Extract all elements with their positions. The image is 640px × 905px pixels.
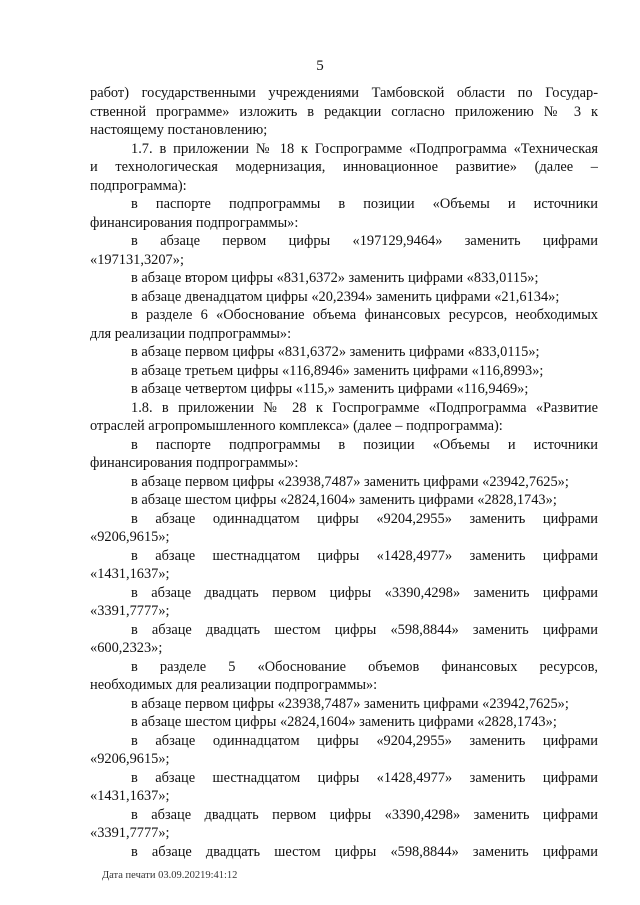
text-line: и технологическая модернизация, инновационное развитие» (далее – (90, 159, 598, 175)
text-line: в абзаце одиннадцатом цифры «9204,2955» заменить цифрами (131, 510, 598, 527)
text-line: в разделе 6 «Обоснование объема финансовых ресурсов, необходимых (131, 307, 598, 323)
text-line: «9206,9615»; (90, 751, 170, 767)
print-date-footer: Дата печати 03.09.20219:41:12 (102, 870, 238, 881)
text-line: в абзаце шестом цифры «2824,1604» заменить цифрами «2828,1743»; (131, 714, 557, 730)
text-line: ственной программе» изложить в редакции согласно приложению № 3 к (90, 103, 598, 120)
text-line: необходимых для реализации подпрограммы»: (90, 677, 378, 693)
page-number: 5 (316, 58, 324, 74)
text-line: для реализации подпрограммы»: (90, 325, 292, 342)
text-line: в абзаце первом цифры «831,6372» заменить цифрами «833,0115»; (131, 344, 540, 360)
text-line: в абзаце четвертом цифры «115,» заменить цифрами «116,9469»; (131, 381, 529, 397)
text-line: в абзаце первом цифры «23938,7487» заменить цифрами «23942,7625»; (131, 695, 569, 712)
text-line: «1431,1637»; (90, 788, 170, 804)
text-line: «3391,7777»; (90, 603, 170, 619)
text-line: в абзаце третьем цифры «116,8946» заменить цифрами «116,8993»; (131, 362, 544, 379)
body-text (90, 84, 598, 861)
text-line: в абзаце шестнадцатом цифры «1428,4977» заменить цифрами (131, 547, 598, 564)
text-line: подпрограмма): (90, 177, 187, 194)
text-line: в абзаце двадцать первом цифры «3390,4298» заменить цифрами (131, 584, 598, 601)
text-line: в разделе 5 «Обоснование объемов финансовых ресурсов, (131, 658, 598, 675)
text-line: «1431,1637»; (90, 566, 170, 582)
text-line: финансирования подпрограммы»: (90, 455, 299, 471)
text-line: в абзаце шестнадцатом цифры «1428,4977» заменить цифрами (131, 769, 598, 786)
text-line: в абзаце двадцать шестом цифры «598,8844» заменить цифрами (131, 843, 598, 860)
text-line: в абзаце первом цифры «197129,9464» заменить цифрами (131, 233, 598, 249)
text-line: финансирования подпрограммы»: (90, 214, 299, 231)
text-line: работ) государственными учреждениями Тамбовской области по Государ- (90, 85, 598, 101)
text-line: «197131,3207»; (90, 251, 184, 268)
text-line: в абзаце двадцать шестом цифры «598,8844» заменить цифрами (131, 621, 598, 638)
text-line: 1.7. в приложении № 18 к Госпрограмме «Подпрограмма «Техническая (131, 140, 598, 157)
text-line: «3391,7777»; (90, 825, 170, 841)
text-line: отраслей агропромышленного комплекса» (далее – подпрограмма): (90, 418, 503, 434)
text-line: в паспорте подпрограммы в позиции «Объемы и источники (131, 196, 598, 212)
text-line: настоящему постановлению; (90, 122, 268, 138)
text-line: «9206,9615»; (90, 529, 170, 545)
text-line: в паспорте подпрограммы в позиции «Объемы и источники (131, 436, 598, 453)
text-line: в абзаце шестом цифры «2824,1604» заменить цифрами «2828,1743»; (131, 492, 557, 508)
text-line: в абзаце первом цифры «23938,7487» заменить цифрами «23942,7625»; (131, 473, 569, 490)
text-line: в абзаце двенадцатом цифры «20,2394» заменить цифрами «21,6134»; (131, 288, 560, 305)
text-line: в абзаце двадцать первом цифры «3390,4298» заменить цифрами (131, 806, 598, 823)
text-line: в абзаце втором цифры «831,6372» заменить цифрами «833,0115»; (131, 270, 539, 286)
text-line: 1.8. в приложении № 28 к Госпрограмме «Подпрограмма «Развитие (131, 399, 598, 416)
text-line: в абзаце одиннадцатом цифры «9204,2955» заменить цифрами (131, 732, 598, 749)
text-line: «600,2323»; (90, 640, 163, 656)
